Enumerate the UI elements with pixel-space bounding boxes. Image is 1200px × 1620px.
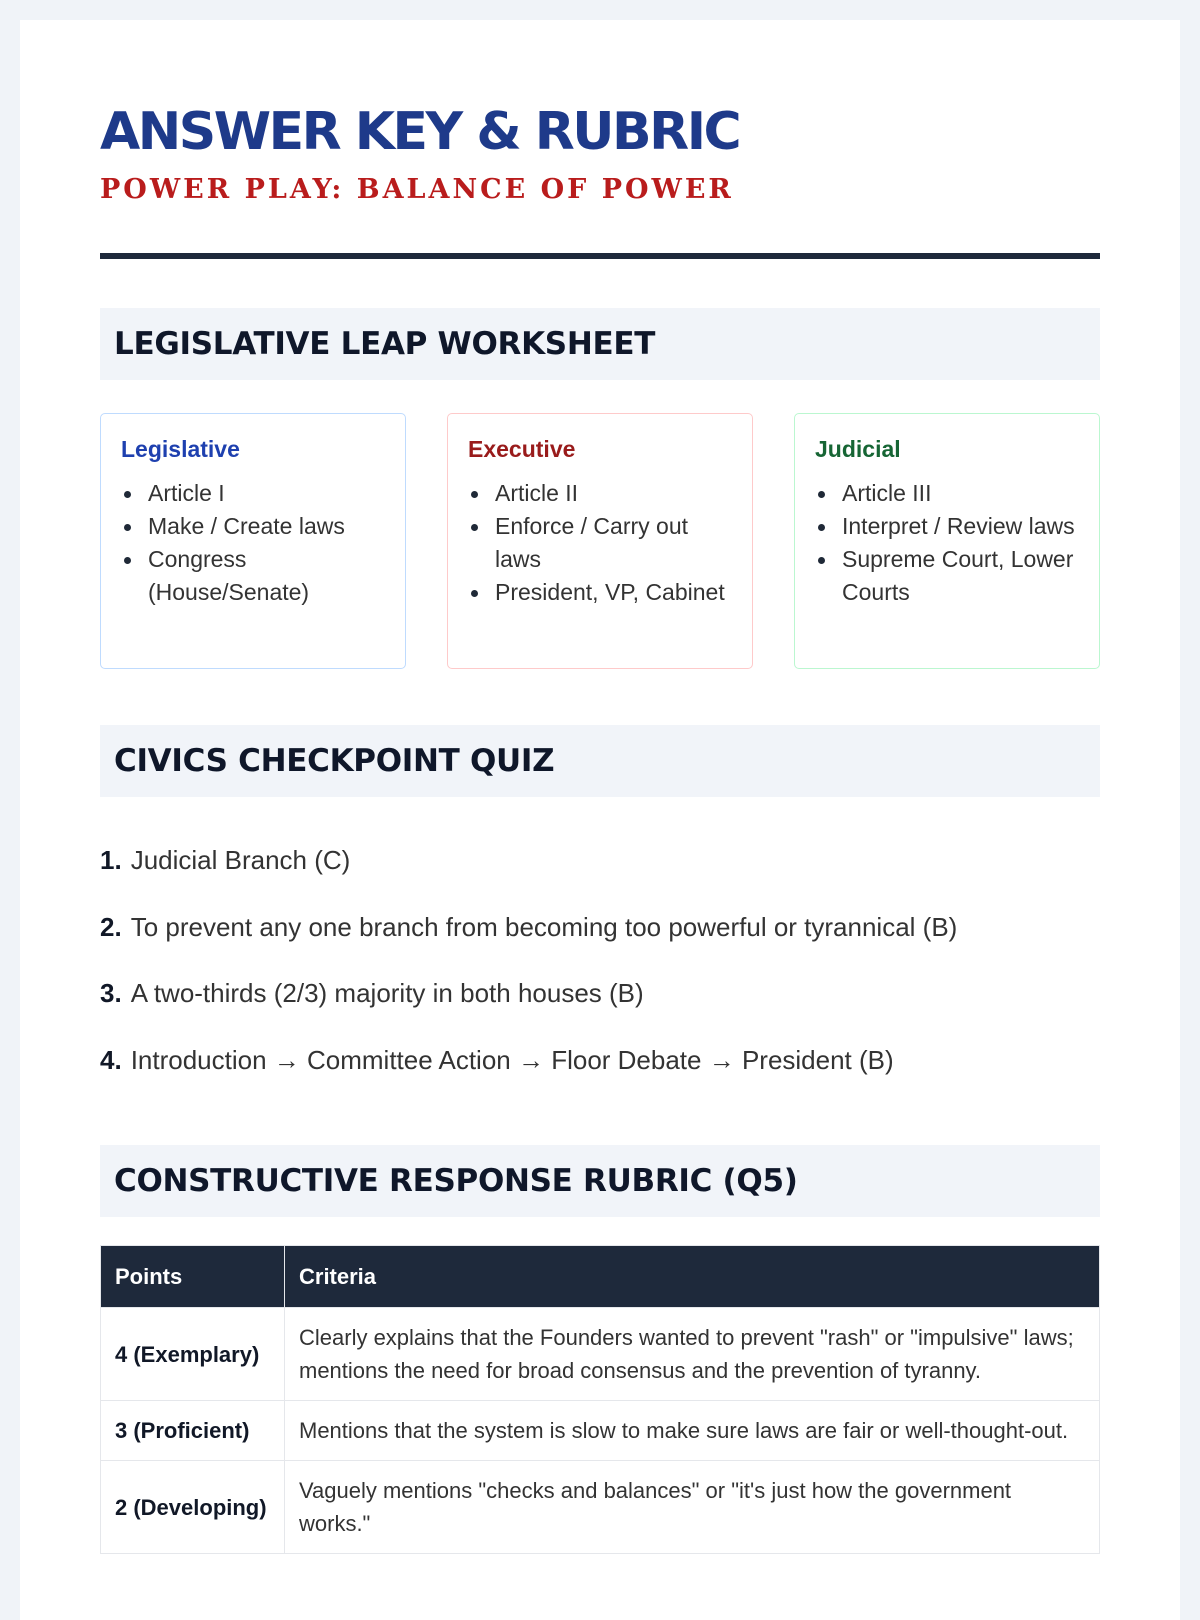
table-row [101, 1308, 1100, 1401]
branch-list [468, 477, 732, 609]
worksheet-heading: LEGISLATIVE LEAP WORKSHEET [114, 326, 656, 362]
table-header-row [101, 1246, 1100, 1308]
quiz-heading: CIVICS CHECKPOINT QUIZ [114, 743, 555, 779]
rubric-table [100, 1245, 1100, 1554]
answer-key-page [20, 20, 1180, 1620]
branch-list-item: Congress (House/Senate) [121, 543, 385, 609]
worksheet-section-header [100, 308, 1100, 380]
branch-list-item: Supreme Court, Lower Courts [815, 543, 1079, 609]
quiz-answer-number: 2. [100, 912, 122, 942]
quiz-answer [100, 845, 1100, 876]
table-row [101, 1461, 1100, 1554]
quiz-answer-text: Introduction → Committee Action → Floor Debate → President (B) [130, 1045, 894, 1075]
rubric-section-header [100, 1145, 1100, 1217]
rubric-criteria: Clearly explains that the Founders wanted to prevent "rash" or "impulsive" laws; mentions the need for broad consensus and the prevention of tyranny. [285, 1308, 1100, 1401]
page-title: ANSWER KEY & RUBRIC [100, 102, 740, 162]
branch-list-item: Interpret / Review laws [815, 510, 1079, 543]
branch-list [815, 477, 1079, 609]
quiz-answer-text: To prevent any one branch from becoming too powerful or tyrannical (B) [130, 912, 958, 942]
branch-list-item: Make / Create laws [121, 510, 385, 543]
quiz-answer [100, 912, 1100, 943]
quiz-answer-text: A two-thirds (2/3) majority in both houses (B) [130, 978, 644, 1008]
branch-list-item: Article II [468, 477, 732, 510]
rubric-points: 4 (Exemplary) [101, 1308, 285, 1401]
quiz-answer [100, 978, 1100, 1009]
branch-list-item: Article I [121, 477, 385, 510]
quiz-answer-number: 3. [100, 978, 122, 1008]
branch-list-item: Enforce / Carry out laws [468, 510, 732, 576]
quiz-answer [100, 1045, 1100, 1076]
quiz-answer-text: Judicial Branch (C) [130, 845, 351, 875]
quiz-answer-number: 4. [100, 1045, 122, 1075]
page-subtitle: POWER PLAY: BALANCE OF POWER [100, 174, 734, 205]
branch-name: Executive [468, 436, 576, 462]
rubric-points: 3 (Proficient) [101, 1401, 285, 1461]
branch-card-judicial [794, 413, 1100, 669]
rubric-heading: CONSTRUCTIVE RESPONSE RUBRIC (Q5) [114, 1163, 798, 1199]
title-divider [100, 253, 1100, 259]
branch-list [121, 477, 385, 609]
branch-card-legislative [100, 413, 406, 669]
rubric-points: 2 (Developing) [101, 1461, 285, 1554]
branch-card-executive [447, 413, 753, 669]
quiz-section-header [100, 725, 1100, 797]
rubric-criteria: Mentions that the system is slow to make sure laws are fair or well-thought-out. [285, 1401, 1100, 1461]
branch-name: Legislative [121, 436, 240, 462]
quiz-answer-number: 1. [100, 845, 122, 875]
column-header-points: Points [101, 1246, 285, 1308]
branch-list-item: Article III [815, 477, 1079, 510]
rubric-criteria: Vaguely mentions "checks and balances" or "it's just how the government works." [285, 1461, 1100, 1554]
branch-list-item: President, VP, Cabinet [468, 576, 732, 609]
branch-name: Judicial [815, 436, 901, 462]
table-row [101, 1401, 1100, 1461]
column-header-criteria: Criteria [285, 1246, 1100, 1308]
